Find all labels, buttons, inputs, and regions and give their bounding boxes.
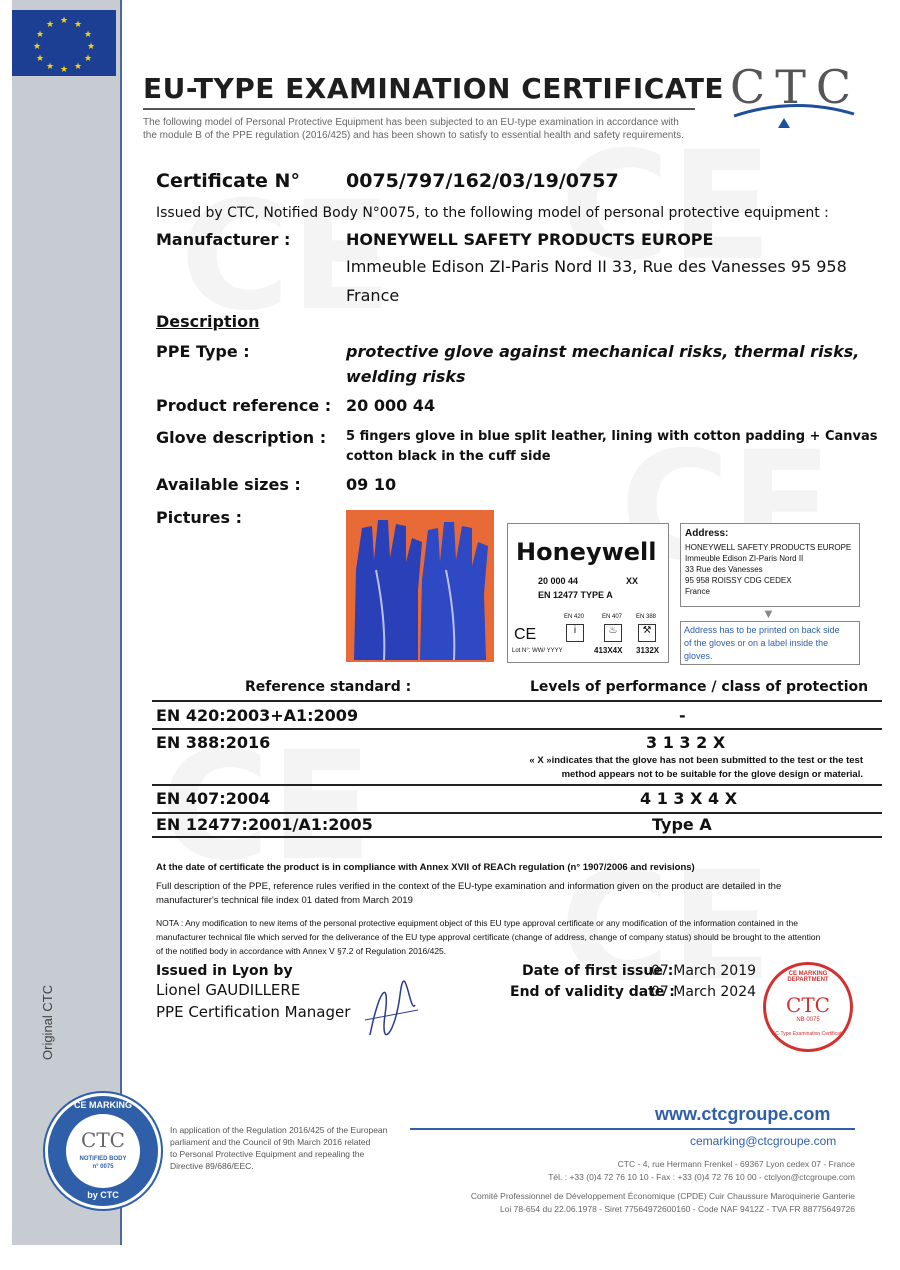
footer-rule (410, 1128, 855, 1130)
table-row-standard: EN 407:2004 (156, 789, 271, 808)
description-heading: Description (156, 312, 260, 331)
glove-hammer-icon: ⚒ (638, 624, 656, 642)
signature-scribble (360, 975, 420, 1045)
table-row-standard: EN 388:2016 (156, 733, 271, 752)
nota-note: NOTA : Any modification to new items of the personal protective equipment object of this EU type approval certificate or any modification of the information contained in the manufacturer technical file which served for the deliverance of the EU type approval certificate (change of address, change of company status) should be brought to the attention of the notified body in accordance with Annex V §7.2 of Regulation 2016/425. (156, 918, 821, 956)
issued-line: Issued by CTC, Notified Body N°0075, to the following model of personal protective equipment : (156, 205, 829, 221)
x-indicator-note: « X »indicates that the glove has not been submitted to the test or the test method appears not to be suitable for the glove design or material. (529, 755, 863, 780)
ppe-type-label: PPE Type : (156, 342, 250, 361)
table-row-standard: EN 420:2003+A1:2009 (156, 706, 359, 725)
signatory-name: Lionel GAUDILLERE (156, 981, 301, 999)
company-legal: Comité Professionnel de Développement Économique (CPDE) Cuir Chaussure Maroquinerie Ganterie Loi 78-654 du 22.06.1978 - Siret 77564972600160 - Code NAF 9412Z - TVA FR 88775649726 (470, 1191, 855, 1214)
page-title: EU-TYPE EXAMINATION CERTIFICATE (143, 72, 725, 105)
table-rule (152, 812, 882, 814)
table-header-standard: Reference standard : (245, 679, 412, 695)
label-std1: EN 420 (564, 614, 585, 620)
manufacturer-name: HONEYWELL SAFETY PRODUCTS EUROPE (346, 230, 714, 249)
certificate-number: 0075/797/162/03/19/0757 (346, 170, 619, 192)
ctc-logo-text: CTC (730, 60, 862, 114)
website-link[interactable]: www.ctcgroupe.com (655, 1104, 831, 1124)
product-label (507, 523, 669, 663)
table-row-level: 3 1 3 2 X (646, 733, 726, 752)
table-rule (152, 836, 882, 838)
glove-image (346, 510, 494, 662)
glove-description-label: Glove description : (156, 428, 327, 447)
label-ref: 20 000 44 (538, 576, 579, 586)
eu-flag-icon: ★ ★ ★ ★ ★ ★ ★ ★ ★ ★ ★ ★ (12, 10, 116, 76)
arrow-down-icon: ▼ (762, 606, 775, 621)
label-standard: EN 12477 TYPE A (538, 590, 613, 600)
table-header-levels: Levels of performance / class of protection (530, 679, 869, 695)
table-rule (152, 728, 882, 730)
validity-label: End of validity date : (510, 984, 675, 1000)
signatory-role: PPE Certification Manager (156, 1003, 351, 1021)
reach-compliance-note: At the date of certificate the product is in compliance with Annex XVII of REACh regulation (n° 1907/2006 and revisions) (156, 862, 695, 873)
ce-marking-stamp: CE MARKING DEPARTMENT CTC NB 0075 EC-Type Examination Certificate (763, 962, 853, 1052)
label-std3: EN 388 (636, 614, 657, 620)
regulation-note: In application of the Regulation 2016/425 of the European parliament and the Council of 9th March 2016 related to Personal Protective Equipment and repealing the Directive 89/686/EEC. (170, 1125, 388, 1171)
label-code1: 413X4X (594, 646, 623, 655)
honeywell-logo: Honeywell (516, 538, 657, 566)
issued-in-lyon: Issued in Lyon by (156, 963, 293, 979)
email-link[interactable]: cemarking@ctcgroupe.com (690, 1134, 837, 1148)
title-underline (143, 108, 695, 110)
pictures-label: Pictures : (156, 508, 242, 527)
product-reference-value: 20 000 44 (346, 396, 436, 415)
ctc-logo (730, 60, 861, 114)
address-lines: HONEYWELL SAFETY PRODUCTS EUROPE Immeuble Edison ZI-Paris Nord II 33 Rue des Vanesses 95 958 ROISSY CDG CEDEX France (685, 543, 852, 596)
product-reference-label: Product reference : (156, 396, 332, 415)
certificate-label: Certificate N° (156, 170, 300, 192)
address-box (680, 523, 860, 607)
glove-description-value: 5 fingers glove in blue split leather, lining with cotton padding + Canvas cotton black in the cuff side (346, 429, 878, 464)
available-sizes-value: 09 10 (346, 475, 397, 494)
ppe-type-value-2: welding risks (346, 367, 466, 386)
full-description-note: Full description of the PPE, reference rules verified in the context of the EU-type examination and information given on the product are detailed in the manufacturer's technical file index 01 dated from March 2019 (156, 881, 782, 906)
table-rule (152, 784, 882, 786)
original-ctc-label: Original CTC (40, 984, 55, 1060)
validity-date: 07 March 2024 (651, 984, 757, 1000)
ce-mark-icon: CE (514, 626, 537, 643)
ppe-type-value: protective glove against mechanical risks, thermal risks, (346, 342, 860, 361)
label-code2: 3132X (636, 646, 660, 655)
ctc-logo-swoosh (724, 56, 864, 136)
company-address: CTC - 4, rue Hermann Frenkel - 69367 Lyon cedex 07 - France Tél. : +33 (0)4 72 76 10 10 - Fax : +33 (0)4 72 76 10 00 - ctclyon@ctcgroupe.com (548, 1159, 855, 1182)
table-row-level: Type A (652, 815, 712, 834)
label-lot: Lot N°: WW/ YYYY (512, 648, 563, 654)
ce-marking-badge: CE MARKING CTC NOTIFIED BODY n° 0075 by CTC (45, 1093, 161, 1209)
intro-text: The following model of Personal Protective Equipment has been subjected to an EU-type examination in accordance with the module B of the PPE regulation (2016/425) and has been shown to satisfy to essential health and safety requirements. (143, 117, 684, 141)
info-book-icon: i (566, 624, 584, 642)
table-row-level: - (679, 706, 686, 725)
sidebar-divider (120, 0, 122, 1245)
address-title: Address: (685, 528, 729, 539)
table-rule (152, 700, 882, 702)
table-row-level: 4 1 3 X 4 X (640, 789, 738, 808)
table-row-standard: EN 12477:2001/A1:2005 (156, 815, 373, 834)
flame-icon: ♨ (604, 624, 622, 642)
first-issue-date: 07 March 2019 (651, 963, 757, 979)
label-std2: EN 407 (602, 614, 623, 620)
label-xx: XX (626, 576, 639, 586)
address-note: Address has to be printed on back side of the gloves or on a label inside the gloves. (680, 621, 860, 665)
glove-photo (346, 510, 494, 662)
manufacturer-country: France (346, 286, 400, 305)
left-sidebar (12, 0, 120, 1245)
manufacturer-address: Immeuble Edison ZI-Paris Nord II 33, Rue des Vanesses 95 958 (346, 257, 847, 276)
first-issue-label: Date of first issue : (522, 963, 674, 979)
available-sizes-label: Available sizes : (156, 475, 301, 494)
manufacturer-label: Manufacturer : (156, 230, 291, 249)
